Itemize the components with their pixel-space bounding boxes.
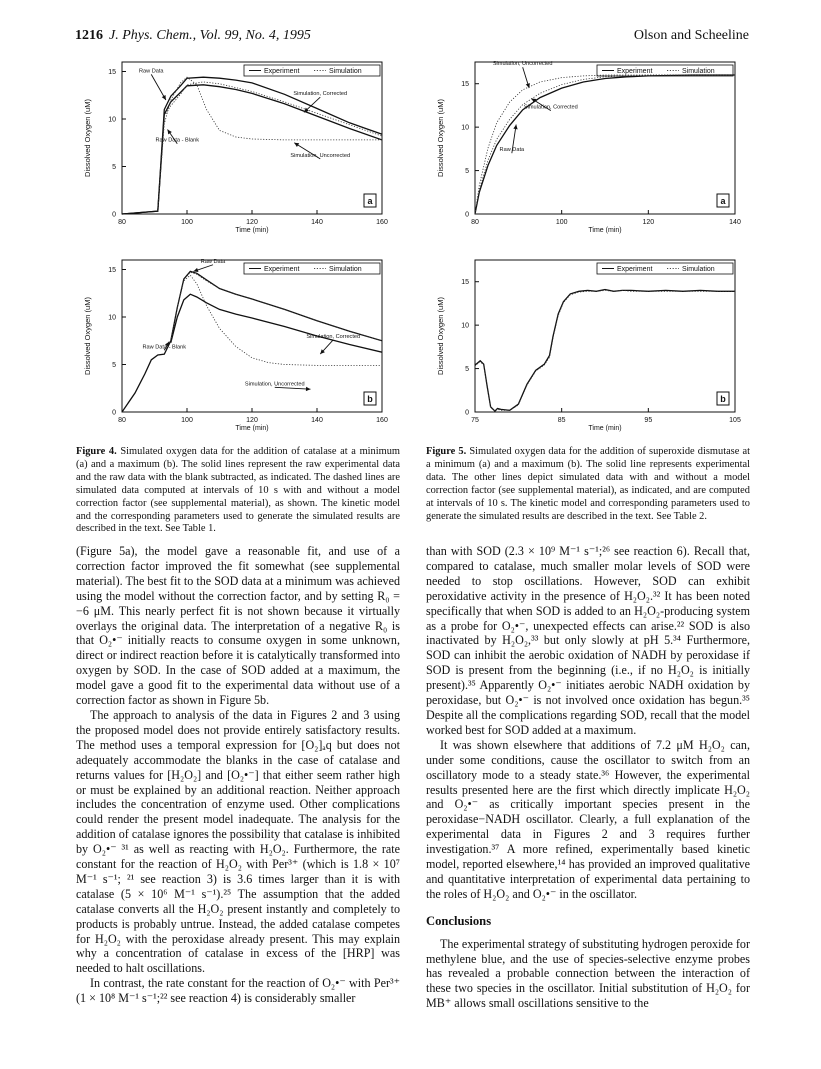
x-tick-label: 100	[555, 219, 568, 226]
y-tick-label: 10	[461, 124, 469, 132]
page-number: 1216	[75, 28, 103, 43]
legend-simulation-label: Simulation	[329, 266, 362, 273]
x-tick-label: 100	[181, 219, 193, 226]
series-line	[475, 290, 735, 411]
series-line	[475, 75, 735, 214]
y-tick-label: 15	[108, 267, 116, 274]
y-axis-label: Dissolved Oxygen (uM)	[83, 297, 92, 375]
y-tick-label: 15	[461, 81, 469, 89]
y-axis-label: Dissolved Oxygen (uM)	[436, 297, 445, 375]
annotation-label: Raw Data - Blank	[142, 344, 187, 351]
chart-svg	[72, 54, 392, 234]
annotation-label: Simulation, Uncorrected	[244, 381, 305, 388]
page-header	[75, 28, 749, 46]
x-tick-label: 140	[729, 219, 741, 226]
panel-label: b	[367, 394, 373, 404]
paragraph: than with SOD (2.3 × 10⁹ M⁻¹ s⁻¹;²⁶ see reaction 6). Recall that, compared to catalase, much smaller molar levels of SOD were needed to stop oscillations. However, SOD can exhibit peroxidative activity in the presence of H₂O₂.³² It has been noted specifically that when SOD is added to an H₂O₂-producing system as a probe for O₂•⁻, unexpected effects can arise.²² SOD is also inactivated by H₂O₂,³³ but only slowly at pH 5.³⁴ Furthermore, SOD can inhibit the aerobic oxidation of NADH by peroxidase if SOD is present from the beginning (i.e., if no H₂O₂ is initially present).³⁵ Apparently O₂•⁻ initiates aerobic NADH oxidation by peroxidase, but O₂•⁻ is not involved once oxidation has begun.³⁵ Despite all the complications regarding SOD, recall that the model worked best for SOD added at a maximum.	[426, 544, 750, 737]
x-axis-label: Time (min)	[588, 227, 622, 234]
x-tick-label: 80	[118, 417, 126, 424]
y-tick-label: 10	[108, 314, 116, 322]
plot-frame	[475, 260, 735, 412]
panel-label: b	[720, 394, 726, 404]
annotation-label: Simulation, Corrected	[293, 91, 348, 98]
figure-5-caption	[426, 446, 750, 523]
x-tick-label: 75	[471, 417, 479, 424]
x-tick-label: 140	[311, 417, 323, 424]
annotation-label: Simulation, Corrected	[523, 104, 578, 111]
x-tick-label: 120	[642, 219, 655, 226]
y-tick-label: 0	[112, 409, 116, 417]
conclusions-heading: Conclusions	[426, 913, 492, 928]
annotation-label: Raw Data	[200, 258, 226, 265]
chart-svg	[425, 54, 745, 234]
y-tick-label: 15	[461, 279, 469, 287]
x-tick-label: 120	[246, 417, 258, 424]
x-tick-label: 85	[557, 417, 566, 424]
series-line	[171, 275, 382, 365]
y-tick-label: 0	[465, 211, 469, 219]
series-line	[475, 75, 735, 214]
annotation-label: Raw Data - Blank	[155, 137, 200, 144]
y-axis-label: Dissolved Oxygen (uM)	[436, 99, 445, 177]
x-tick-label: 120	[246, 219, 258, 226]
series-line	[158, 82, 382, 211]
annotation-arrowhead	[513, 125, 517, 130]
y-tick-label: 0	[112, 211, 116, 219]
annotation-arrowhead	[306, 387, 311, 391]
legend-simulation-label: Simulation	[682, 266, 715, 273]
legend-simulation-label: Simulation	[682, 68, 715, 75]
figure-5b-chart	[425, 252, 745, 432]
series-line	[475, 75, 735, 214]
chart-svg	[72, 252, 392, 432]
y-tick-label: 5	[465, 168, 469, 176]
x-tick-label: 105	[729, 417, 741, 424]
series-line	[122, 77, 382, 214]
series-line	[171, 272, 382, 341]
annotation-arrowhead	[168, 129, 172, 134]
figure-4b-chart	[72, 252, 392, 432]
x-tick-label: 140	[311, 219, 323, 226]
y-tick-label: 0	[465, 409, 469, 417]
annotation-arrowhead	[194, 268, 199, 272]
x-tick-label: 160	[376, 417, 388, 424]
x-tick-label: 160	[376, 219, 388, 226]
y-axis-label: Dissolved Oxygen (uM)	[83, 99, 92, 177]
y-tick-label: 10	[108, 116, 116, 124]
x-axis-label: Time (min)	[588, 425, 622, 432]
figure-4-caption	[76, 446, 400, 536]
figure-4-label: Figure 4.	[76, 446, 117, 457]
figure-5-caption-text: Simulated oxygen data for the addition of superoxide dismutase at a minimum (a) and a maximum (b). The solid line represents experimental data. The other lines depict simulated data with and without a model correction factor (see supplemental material), as indicated, and are computed at intervals of 10 s. The kinetic model and corresponding parameters used to generate the simulated results are described in the text. See Table 2.	[426, 446, 750, 522]
y-tick-label: 5	[112, 164, 116, 171]
running-head-authors: Olson and Scheeline	[633, 28, 749, 43]
figure-4-caption-text: Simulated oxygen data for the addition of catalase at a minimum (a) and a maximum (b). The solid lines represent the raw experimental data and the raw data with the blank subtracted, as indicated. The dashed lines are simulated data computed at intervals of 10 s with and without a model correction factor (see supplemental material), as shown. The kinetic model and the corresponding parameters used to generate the simulated results are described in the text. See Table 1.	[76, 446, 400, 535]
series-line	[122, 85, 382, 214]
paragraph: In contrast, the rate constant for the reaction of O₂•⁻ with Per³⁺ (1 × 10⁸ M⁻¹ s⁻¹;²² see reaction 4) is considerably smaller	[76, 976, 400, 1006]
x-axis-label: Time (min)	[235, 227, 269, 234]
right-column	[426, 544, 750, 1011]
chart-svg	[425, 252, 745, 432]
y-tick-label: 5	[112, 362, 116, 369]
y-tick-label: 5	[465, 366, 469, 374]
paragraph: The experimental strategy of substituting hydrogen peroxide for methylene blue, and the use of species-selective enzyme probes has revealed a probable connection between the interaction of these two species in the oscillator. Initial substitution of H₂O₂ for MB⁺ allows small oscillations sensitive to the	[426, 936, 750, 1011]
x-tick-label: 100	[181, 417, 193, 424]
x-axis-label: Time (min)	[235, 425, 269, 432]
figure-5-label: Figure 5.	[426, 446, 467, 457]
annotation-label: Simulation, Uncorrected	[290, 152, 351, 159]
journal-citation: J. Phys. Chem., Vol. 99, No. 4, 1995	[109, 28, 311, 43]
y-tick-label: 15	[108, 69, 116, 76]
legend-simulation-label: Simulation	[329, 68, 362, 75]
legend-experiment-label: Experiment	[617, 68, 653, 75]
panel-label: a	[367, 196, 373, 206]
paragraph: It was shown elsewhere that additions of 7.2 μM H₂O₂ can, under some conditions, cause the oscillator to switch from an oscillatory mode to a steady state.³⁶ However, the experimental results presented here are the first which directly implicate H₂O₂ and O₂•⁻ as critically important species present in the peroxidase−NADH oscillator. Clearly, a full explanation of the experimental data in Figures 2 and 3 requires further investigation.³⁷ A more refined, experimentally based kinetic model, reported elsewhere,¹⁴ has provided an improved qualitative and quantitative interpretation of experimental data pertaining to the roles of H₂O₂ and O₂•⁻ in the oscillator.	[426, 737, 750, 901]
paragraph: The approach to analysis of the data in Figures 2 and 3 using the proposed model does not provide entirely satisfactory results. The method uses a temporal expression for [O₂]ₐq but does not adequately accommodate the blanks in the case of catalase and returns values for [H₂O₂] and [O₂•⁻] that either seem rather high or must be explained by an additional reaction. Neither approach includes the concentration of enzyme used. Other complications could render the present model inadequate. The analysis for the addition of catalase ignores the possibility that catalase is inhibited by O₂•⁻ ³¹ as well as reacting with H₂O₂. Furthermore, the rate constant for the reaction of H₂O₂ with Per³⁺ (which is 1.8 × 10⁷ M⁻¹ s⁻¹; ²¹ see reaction 3) is 3.6 times larger than it is with catalase (5 × 10⁶ M⁻¹ s⁻¹).²⁵ The assumption that the added catalase converts all the H₂O₂ present instantly and completely to products is probably untrue. Instead, the added catalase competes for H₂O₂ with the peroxidase already present. This may explain why a concentration of catalase in excess of the [HRP] was needed to halt oscillations.	[76, 707, 400, 976]
legend-experiment-label: Experiment	[617, 266, 653, 273]
annotation-arrow	[275, 387, 311, 389]
paragraph: (Figure 5a), the model gave a reasonable fit, and use of a correction factor improved the fit somewhat (see supplemental material). The best fit to the SOD data at a minimum was achieved using the model without the correction factor, and by setting R₀ = −6 μM. This nearly perfect fit is not shown because it virtually overlays the original data. The interpretation of a negative R₀ is that O₂•⁻ initially reacts to consume oxygen in some unknown, direct or indirect reaction before it is catalytically transformed into oxygen by SOD. In the case of SOD added at a maximum, the model gave a good fit to the experimental data without use of a correction factor as shown in Figure 5b.	[76, 544, 400, 708]
annotation-label: Simulation, Uncorrected	[492, 61, 553, 68]
running-head-left	[75, 28, 311, 44]
annotation-label: Raw Data	[138, 68, 164, 75]
series-line	[122, 271, 382, 412]
panel-label: a	[720, 196, 726, 206]
y-tick-label: 10	[461, 322, 469, 330]
series-line	[475, 290, 735, 412]
series-line	[171, 294, 382, 352]
legend-experiment-label: Experiment	[264, 68, 300, 75]
left-column	[76, 544, 400, 1006]
annotation-label: Simulation, Corrected	[306, 333, 361, 340]
figure-4a-chart	[72, 54, 392, 234]
annotation-label: Raw Data	[499, 147, 525, 154]
x-tick-label: 80	[118, 219, 126, 226]
x-tick-label: 95	[644, 417, 653, 424]
x-tick-label: 80	[471, 219, 479, 226]
figure-5a-chart	[425, 54, 745, 234]
legend-experiment-label: Experiment	[264, 266, 300, 273]
